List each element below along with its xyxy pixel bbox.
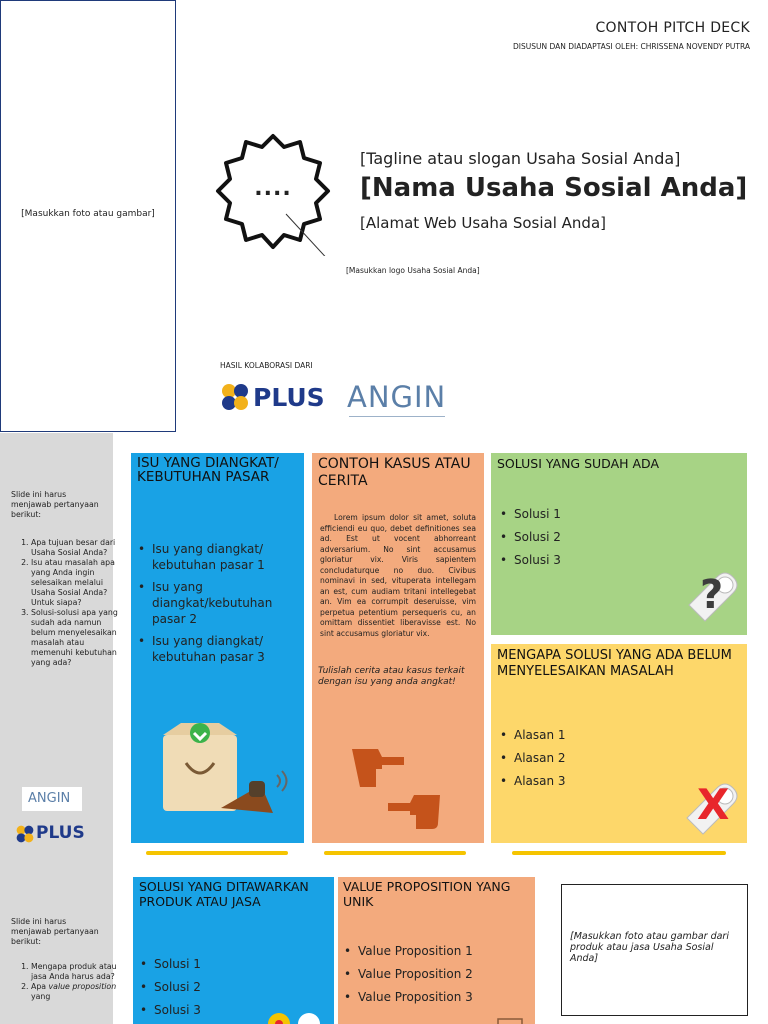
sidebar-angin-logo [22, 787, 82, 811]
sidebar-q2-prefix: Apa [31, 982, 49, 991]
existing-solution-list [500, 503, 680, 572]
sidebar-intro: Slide ini harus menjawab pertanyaan berikut: [11, 917, 99, 946]
photo-placeholder-text: [Masukkan foto atau gambar] [21, 209, 155, 219]
issue-list [138, 541, 298, 665]
panel-offered-title: SOLUSI YANG DITAWARKAN PRODUK ATAU JASA [139, 879, 309, 909]
plus-logo-text: PLUS [36, 823, 85, 843]
why-reason-item: • Alasan 1 [500, 724, 680, 747]
bulb-icon [265, 1013, 325, 1024]
deck-title: CONTOH PITCH DECK [595, 20, 750, 36]
value-proposition-item: • Value Proposition 1 [344, 940, 530, 963]
angin-logo-underline [349, 416, 445, 417]
issue-item: • Isu yang diangkat/ kebutuhan pasar 3 [138, 633, 298, 665]
panel-issue-underline [146, 851, 288, 855]
website-address: [Alamat Web Usaha Sosial Anda] [360, 214, 606, 232]
panel-value-title: VALUE PROPOSITION YANG UNIK [343, 879, 511, 909]
value-proposition-list [344, 940, 530, 1009]
slide-problem [0, 433, 768, 866]
panel-offered-solution [133, 877, 334, 1024]
why-reason-item: • Alasan 2 [500, 747, 680, 770]
why-reason-item: • Alasan 3 [500, 770, 680, 793]
sidebar-question: 3. Solusi-solusi apa yang sudah ada namun belum menyelesaikan masalah atau memenuhi kebutuhan yang ada? [31, 608, 123, 668]
slide3-sidebar [0, 866, 117, 1024]
offered-solution-item: • Solusi 2 [140, 976, 320, 999]
sidebar-q2-italic: value proposition [48, 982, 117, 991]
issue-item: • Isu yang diangkat/ kebutuhan pasar 1 [138, 541, 298, 573]
panel-case-title: CONTOH KASUS ATAU CERITA [318, 456, 471, 489]
offered-solution-item: • Solusi 3 [140, 999, 320, 1022]
case-body: Lorem ipsum dolor sit amet, soluta efficiendi eu quo, debet definitiones sea ad. Est ut vocent abhorreant adversarium. No sint accusamus gloriatur vix. Viris sapientem concludaturque no duo. Civibus nominavi in sed, vituperata intellegam an est, cum audiam tritani intellegebat an. Vim ea corrumpit deseruisse, vim perpetua petentium persequeris cu, an omittam dissentiet liberavisse est. No sint accusamus gloriatur vix. [320, 513, 476, 638]
sidebar-question: 1. Apa tujuan besar dari Usaha Sosial Anda? [31, 538, 123, 558]
value-proposition-item: • Value Proposition 2 [344, 963, 530, 986]
deck-author: DISUSUN DAN DIADAPTASI OLEH: CHRISSENA NOVENDY PUTRA [512, 42, 750, 51]
pointing-hands-icon [348, 739, 444, 831]
sidebar-question: 2. Isu atau masalah apa yang Anda ingin selesaikan melalui Usaha Sosial Anda? Untuk siapa? [31, 558, 123, 608]
panel-existing-title: SOLUSI YANG SUDAH ADA [497, 456, 660, 471]
existing-solution-item: • Solusi 3 [500, 549, 680, 572]
business-name: [Nama Usaha Sosial Anda] [360, 173, 748, 203]
panel-existing-solutions [491, 453, 747, 635]
sidebar-question-list [11, 538, 123, 668]
sidebar-intro: Slide ini harus menjawab pertanyaan berikut: [11, 490, 99, 519]
sidebar-question [31, 982, 123, 1002]
panel-why-not-solved [491, 644, 747, 843]
value-proposition-item: • Value Proposition 3 [344, 986, 530, 1009]
case-note: Tulislah cerita atau kasus terkait dengan isu yang anda angkat! [318, 666, 465, 687]
panel-why-underline [512, 851, 726, 855]
slide-solution [0, 866, 768, 1024]
panel-why-title: MENGAPA SOLUSI YANG ADA BELUM MENYELESAIKAN MASALAH [497, 648, 732, 679]
check-icon [496, 1017, 526, 1024]
panel-case [312, 453, 484, 843]
issue-item: • Isu yang diangkat/kebutuhan pasar 2 [138, 579, 298, 627]
product-photo-placeholder-text: [Masukkan foto atau gambar dari produk atau jasa Usaha Sosial Anda] [570, 931, 729, 964]
offered-solution-item: • Solusi 1 [140, 953, 320, 976]
product-photo-placeholder [561, 884, 748, 1016]
sidebar-angin-text: ANGIN [28, 791, 71, 806]
x-mark-glyph: X [697, 780, 730, 829]
plus-logo-text: PLUS [253, 383, 325, 412]
panel-issue [131, 453, 304, 843]
logo-note: [Masukkan logo Usaha Sosial Anda] [346, 266, 480, 275]
panel-value-proposition [338, 877, 535, 1024]
collaboration-label: HASIL KOLABORASI DARI [220, 361, 313, 370]
angin-logo-text: ANGIN [347, 380, 447, 414]
shopping-bag-megaphone-icon [161, 723, 291, 823]
panel-issue-title: ISU YANG DIANGKAT/ KEBUTUHAN PASAR [137, 455, 279, 485]
plus-logo-icon [221, 383, 249, 411]
existing-solution-item: • Solusi 2 [500, 526, 680, 549]
why-reason-list [500, 724, 680, 793]
sidebar-question-list [11, 962, 123, 1002]
sidebar-q2-suffix: yang [31, 992, 51, 1001]
badge-dots: .... [254, 176, 292, 201]
slide2-sidebar [0, 433, 118, 866]
tagline: [Tagline atau slogan Usaha Sosial Anda] [360, 149, 681, 168]
photo-placeholder-box [0, 0, 176, 432]
existing-solution-item: • Solusi 1 [500, 503, 680, 526]
sidebar-question: 1. Mengapa produk atau jasa Anda harus ada? [31, 962, 123, 982]
offered-solution-list [140, 953, 320, 1022]
logo-placeholder-badge [210, 130, 336, 256]
question-mark-glyph: ? [700, 572, 724, 618]
panel-case-underline [324, 851, 466, 855]
plus-logo-icon [16, 825, 34, 843]
